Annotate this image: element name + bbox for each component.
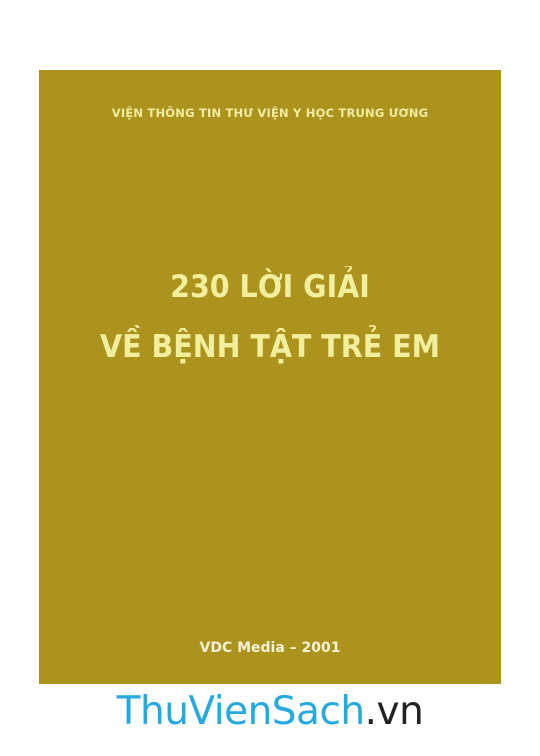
watermark-site-name: ThuVienSach [116, 689, 365, 734]
book-title-line-1: 230 LỜI GIẢI [170, 269, 370, 305]
book-title-line-2: VỀ BỆNH TẬT TRẺ EM [100, 329, 440, 365]
book-cover [39, 70, 501, 684]
watermark-domain: .vn [364, 689, 424, 734]
publisher-imprint-year: VDC Media – 2001 [199, 640, 341, 656]
site-watermark [0, 689, 540, 734]
publisher-name: VIỆN THÔNG TIN THƯ VIỆN Y HỌC TRUNG ƯƠNG [111, 106, 429, 120]
